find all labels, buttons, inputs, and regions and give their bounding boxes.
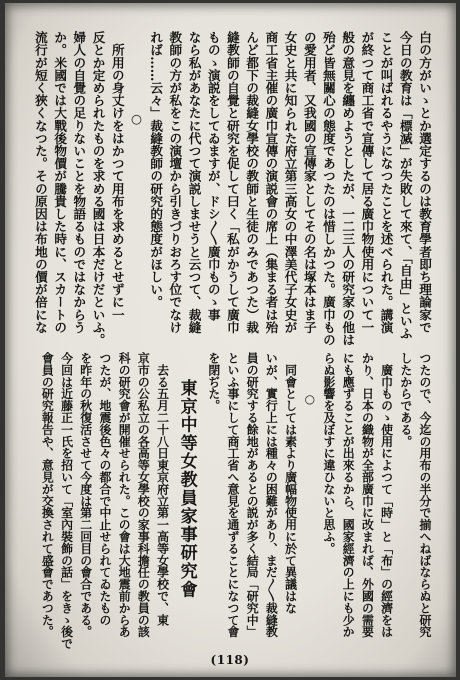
text-column: 京市の公私立の各高等女學校の家事科擔任の教員の該 [136, 352, 151, 638]
text-column: か。米國では大戰後物價が騰貴した時に、スカートの [52, 31, 68, 334]
text-column: んど都下の裁縫女學校の教師と生徒のみであつた）裁 [244, 31, 260, 334]
article-conclusion-columns [204, 352, 434, 652]
text-column: いが、實行上には種々の困難があり、まだ〱裁縫教 [264, 352, 279, 638]
section-separator-mark: ○ [128, 111, 144, 126]
text-column: 白の方がいゝとか選定するのは教育學者即ち理論家で [417, 31, 432, 334]
text-column: 科の研究會が開催せられた。この會は大地震前からあ [117, 352, 132, 638]
text-column: 商工省主催の廣巾宣傳の演説會の席上（集まる者は殆 [263, 31, 279, 334]
text-column: 今回は近藤正一氏を招いて「室內裝飾の話」をきゝ後で [59, 352, 74, 650]
text-column: なら私があなたに代つて演説しませうと云つて、裁縫 [186, 31, 202, 334]
text-column: 般の意見を纏めようとしたが、一二三人の研究家の他は [340, 31, 356, 346]
text-column: 去る五月二十八日東京府立第一高等女學校で、東 [155, 352, 170, 626]
text-column: 廣巾ものゝ使用によつて「時」と「布」の經濟をは [379, 352, 394, 638]
upper-text-block [24, 31, 434, 349]
text-column: 員の研究する餘地があるとの説が多く結局「研究中」 [245, 352, 260, 638]
text-column: れば……云々」裁縫教師の研究的態度がほしい。 [148, 31, 164, 309]
text-column: 今日の教育は「標滅」が失敗して來て、「自由」といふ [397, 31, 413, 340]
text-column: したからである。 [398, 352, 413, 448]
new-article-columns [37, 352, 171, 652]
text-column: にも應ずることが出來るから、國家經濟の上にも少か [341, 352, 356, 638]
section-heading: 東京中等女教員家事研究會 [176, 379, 197, 599]
text-column: 教師の方が私をこの演壇から引きづりおろす位でなけ [167, 31, 183, 334]
text-column: といふ事にして商工省へ意見を通ずることになつて會 [225, 352, 240, 638]
text-column: を閉ぢた。 [206, 352, 221, 412]
text-column: 婦人の自覺の足りないことを物語るものではなからう [71, 31, 87, 334]
text-column: 會員の研究報告や、意見が交換されて盛會であつた。 [40, 352, 55, 638]
text-column: 反とか定められたものを求める國は日本だけだといふ。 [90, 31, 106, 346]
text-column: 流行が短く狹くなつた。その原因は布地の價が倍にな [32, 31, 48, 334]
lower-text-block [24, 352, 434, 652]
text-column: らぬ影響を及ぼすに違ひないと思ふ。 [321, 352, 336, 555]
text-column: の愛用者、又我國の宣傳家としてその名は塚本はま子 [301, 31, 317, 334]
text-column: かり、日本の織物が全部廣巾に改まれば、外國の需要 [360, 352, 375, 638]
section-separator-mark: ○ [302, 392, 317, 406]
text-column: つたが、地震後色々の都合で中止せられてゐたもの [97, 352, 112, 626]
text-column: ことが叫ばれるやうになつたことを述べられた。講演 [378, 31, 394, 334]
text-column: 女史と共に知られた府立第三高女の中澤美代子女史が [282, 31, 298, 334]
text-column: 殆ど皆無關心の態度であつたのは惜しかつた。廣巾もの [320, 31, 336, 346]
text-column: ものゝ演説をしてゐますが、ドシ〱廣巾ものゝ事 [205, 31, 221, 321]
text-column: を昨年の秋復活させて今度は第二回目の會合である。 [78, 352, 93, 638]
text-column: 所用の身丈けをはかつて用布を求めるとせずに一 [109, 31, 125, 321]
text-column: が終つて商工省で宣傳して居る廣巾物使用について一 [359, 31, 375, 334]
page-number: (118) [210, 653, 250, 667]
text-column: つたので、今迄の用布の半分で揃へねばならぬと研究 [418, 352, 432, 638]
book-page [5, 3, 456, 677]
text-column: 同會としては素より廣幅物使用に於て異議はな [283, 352, 298, 614]
text-column: 縫教師の自覺と研究を促して曰く「私がかうして廣巾 [224, 31, 240, 334]
